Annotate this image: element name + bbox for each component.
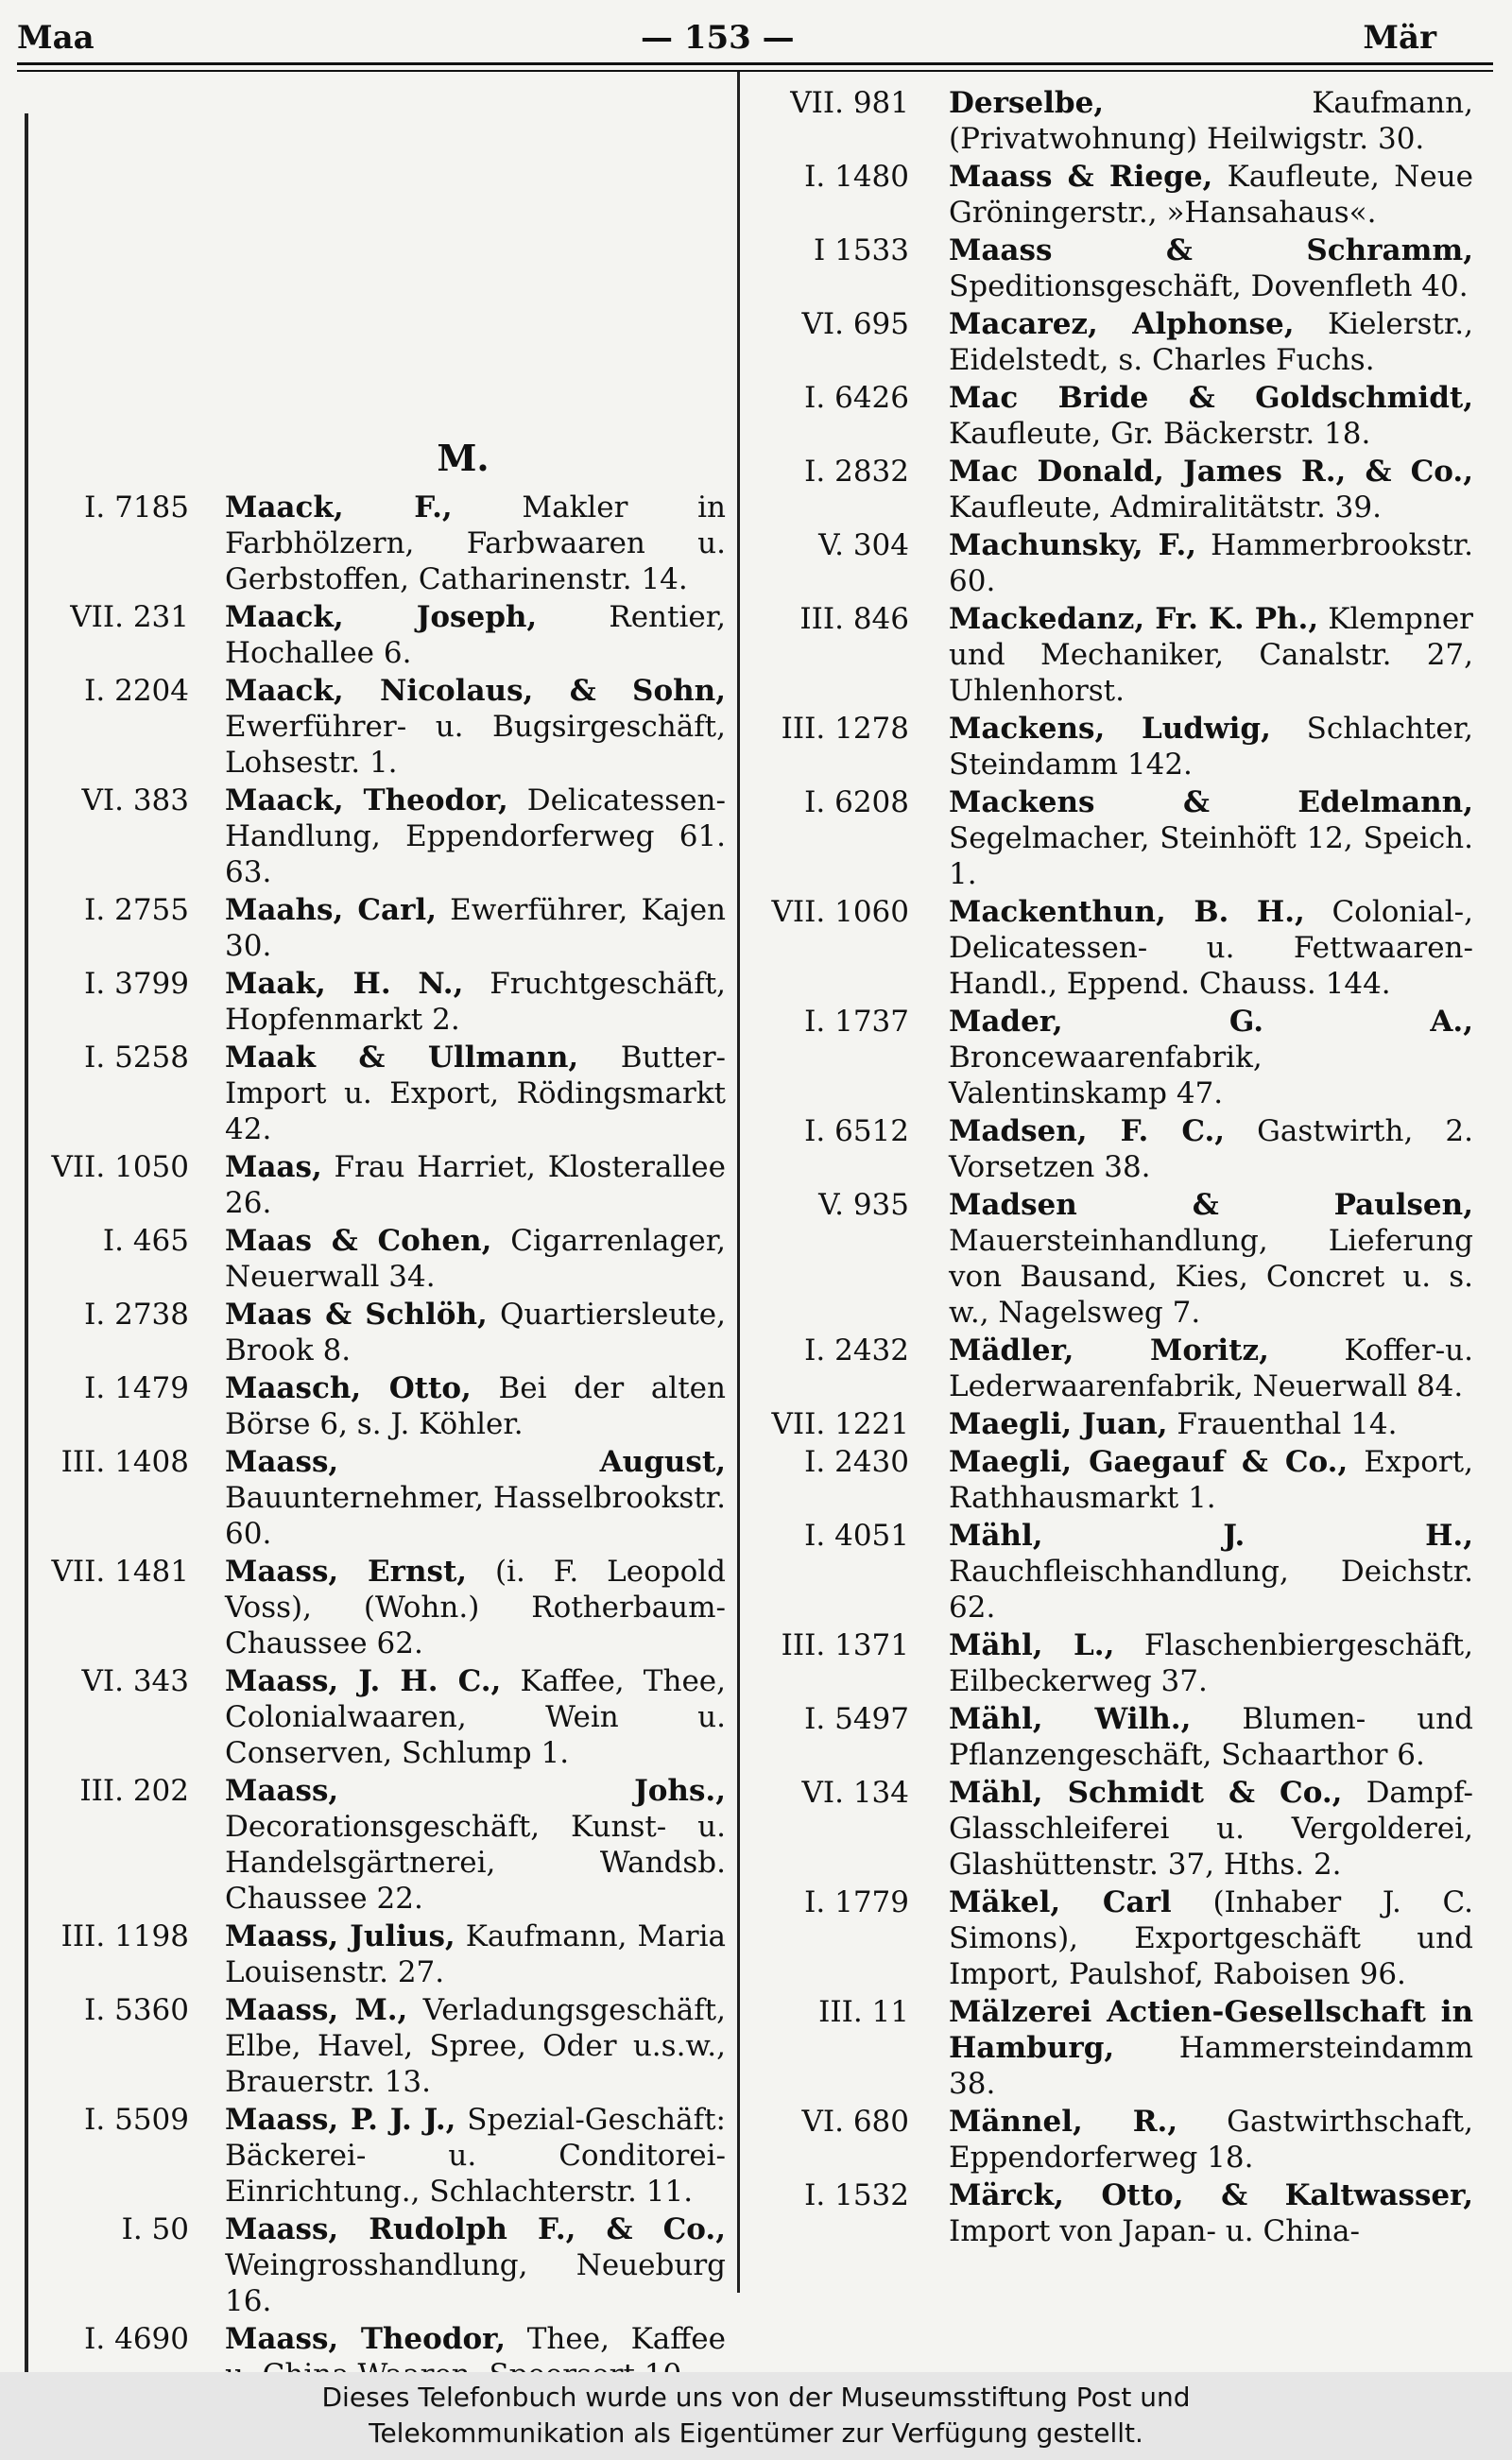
- directory-entry: [0, 1992, 737, 2100]
- entry-details: Segelmacher, Steinhöft 12, Speich. 1.: [949, 821, 1473, 891]
- directory-entry: [741, 1333, 1497, 1404]
- entry-details: Verladungsgeschäft, Elbe, Havel, Spree, Oder u.s.w., Brauerstr. 13.: [225, 1993, 726, 2099]
- phone-number: VI. 695: [801, 307, 909, 341]
- entry-text: [949, 159, 1473, 231]
- entry-name: Maas & Cohen,: [225, 1224, 492, 1258]
- phone-number: VII. 981: [790, 86, 909, 120]
- entry-text: [225, 1040, 726, 1147]
- directory-entry: [741, 85, 1497, 157]
- phone-number: VI. 134: [801, 1776, 909, 1810]
- entry-name: Maegli, Juan,: [949, 1407, 1168, 1441]
- directory-entry: [741, 601, 1497, 709]
- entry-details: Rentier, Hochallee 6.: [225, 600, 726, 670]
- phone-number: I. 5497: [804, 1702, 909, 1736]
- phone-number: I. 6426: [804, 381, 909, 415]
- directory-entry: [0, 1554, 737, 1661]
- phone-number: VI. 680: [801, 2105, 909, 2139]
- entry-name: Mädler, Moritz,: [949, 1333, 1269, 1368]
- directory-entry: [0, 1444, 737, 1552]
- entry-name: Mackedanz, Fr. K. Ph.,: [949, 602, 1319, 636]
- directory-entry: [0, 599, 737, 671]
- entry-details: Cigarrenlager, Neuerwall 34.: [225, 1224, 726, 1294]
- entry-name: Mac Bride & Goldschmidt,: [949, 381, 1473, 415]
- entry-details: Butter-Import u. Export, Rödingsmarkt 42.: [225, 1041, 726, 1146]
- phone-number: I. 4690: [84, 2322, 189, 2356]
- directory-entry: [741, 1627, 1497, 1699]
- entry-details: Ewerführer, Kajen 30.: [225, 893, 727, 963]
- entry-name: Maas & Schlöh,: [225, 1298, 488, 1332]
- entry-text: [949, 1004, 1473, 1111]
- directory-entry: [741, 894, 1497, 1002]
- entry-text: [949, 2177, 1473, 2249]
- phone-number: I. 2832: [804, 455, 909, 489]
- entry-text: [225, 490, 726, 597]
- phone-number: VII. 231: [70, 600, 189, 634]
- entry-details: Broncewaarenfabrik, Valentinskamp 47.: [949, 1041, 1263, 1110]
- phone-number: I. 1479: [84, 1371, 189, 1405]
- entry-name: Maas,: [225, 1150, 322, 1184]
- entry-text: [949, 1627, 1473, 1699]
- phone-number: I. 2738: [84, 1298, 189, 1332]
- directory-entry: [741, 527, 1497, 599]
- entry-name: Mackenthun, B. H.,: [949, 895, 1305, 929]
- entry-text: [225, 783, 726, 890]
- entry-details: Kaufleute, Gr. Bäckerstr. 18.: [949, 417, 1371, 451]
- entry-text: [225, 1554, 726, 1661]
- phone-number: I. 4051: [804, 1519, 909, 1553]
- entry-details: Blumen- und Pflanzengeschäft, Schaarthor 6.: [949, 1702, 1473, 1772]
- entry-details: Kaufmann, (Privatwohnung) Heilwigstr. 30.: [949, 86, 1473, 156]
- entry-details: Kaufmann, Maria Louisenstr. 27.: [225, 1919, 726, 1989]
- entry-text: [225, 2102, 726, 2210]
- header-rule-thin: [17, 70, 1493, 72]
- entry-text: [225, 1773, 726, 1917]
- entry-details: Klempner und Mechaniker, Canalstr. 27, Uhlenhorst.: [949, 602, 1473, 708]
- entry-text: [949, 784, 1473, 892]
- entry-details: Bei der alten Börse 6, s. J. Köhler.: [225, 1371, 726, 1441]
- entry-details: Mauersteinhandlung, Lieferung von Bausand, Kies, Concret u. s. w., Nagelsweg 7.: [949, 1224, 1473, 1330]
- entry-name: Mähl, J. H.,: [949, 1519, 1473, 1553]
- directory-entry: [0, 1149, 737, 1221]
- entry-text: [949, 1113, 1473, 1185]
- phone-number: VII. 1060: [771, 895, 909, 929]
- entry-text: [949, 527, 1473, 599]
- entry-details: Spezial-Geschäft: Bäckerei- u. Conditorei-Einrichtung., Schlachterstr. 11.: [225, 2103, 726, 2209]
- entry-name: Maass & Riege,: [949, 160, 1213, 194]
- entry-name: Maack, Theodor,: [225, 783, 508, 817]
- entry-name: Mäkel, Carl: [949, 1885, 1172, 1919]
- entry-name: Mähl, Schmidt & Co.,: [949, 1776, 1343, 1810]
- footer-notice: [0, 2372, 1512, 2460]
- entry-name: Mackens, Ludwig,: [949, 712, 1271, 746]
- entry-name: Mähl, L.,: [949, 1628, 1115, 1662]
- entry-text: [225, 2211, 726, 2319]
- phone-number: I. 2432: [804, 1333, 909, 1368]
- phone-number: I. 2755: [84, 893, 189, 927]
- directory-entry: [741, 1406, 1497, 1442]
- entry-details: Speditionsgeschäft, Dovenfleth 40.: [949, 269, 1469, 303]
- phone-number: I. 2430: [804, 1445, 909, 1479]
- phone-number: VI. 383: [81, 783, 189, 817]
- entry-details: Hammerbrookstr. 60.: [949, 528, 1474, 598]
- phone-number: VII. 1221: [771, 1407, 909, 1441]
- left-column: [0, 85, 737, 2395]
- entry-text: [225, 1918, 726, 1990]
- directory-entry: [0, 490, 737, 597]
- phone-number: I. 6512: [804, 1114, 909, 1148]
- entry-text: [225, 966, 726, 1038]
- entry-name: Maack, F.,: [225, 490, 453, 525]
- entry-details: Gastwirthschaft, Eppendorferweg 18.: [949, 2105, 1473, 2175]
- entry-name: Maak, H. N.,: [225, 967, 464, 1001]
- entry-name: Machunsky, F.,: [949, 528, 1197, 562]
- directory-entry: [741, 380, 1497, 452]
- phone-number: I. 5509: [84, 2103, 189, 2137]
- entry-name: Maass, Theodor,: [225, 2322, 507, 2356]
- directory-entry: [0, 1040, 737, 1147]
- entry-details: Hammersteindamm 38.: [949, 2031, 1473, 2101]
- entry-text: [949, 711, 1473, 783]
- entry-text: [949, 2104, 1473, 2176]
- entry-text: [225, 1297, 726, 1368]
- phone-number: VII. 1050: [51, 1150, 189, 1184]
- phone-number: I. 5360: [84, 1993, 189, 2027]
- entry-text: [949, 1775, 1473, 1883]
- entry-details: Kaffee, Thee, Colonialwaaren, Wein u. Conserven, Schlump 1.: [225, 1664, 726, 1770]
- directory-entry: [0, 892, 737, 964]
- phone-number: VI. 343: [81, 1664, 189, 1698]
- entry-text: [949, 1884, 1473, 1992]
- page-header: [17, 13, 1436, 66]
- entry-name: Maack, Nicolaus, & Sohn,: [225, 674, 726, 708]
- header-rule: [17, 62, 1493, 65]
- phone-number: V. 304: [818, 528, 909, 562]
- phone-number: III. 1278: [781, 712, 909, 746]
- entry-details: Flaschenbiergeschäft, Eilbeckerweg 37.: [949, 1628, 1473, 1698]
- entry-details: Delicatessen-Handlung, Eppendorferweg 61. 63.: [225, 783, 727, 889]
- entry-text: [949, 85, 1473, 157]
- entry-text: [949, 1701, 1473, 1773]
- entry-text: [949, 1333, 1473, 1404]
- entry-details: Makler in Farbhölzern, Farbwaaren u. Gerbstoffen, Catharinenstr. 14.: [225, 490, 726, 596]
- entry-name: Maass, J. H. C.,: [225, 1664, 502, 1698]
- entry-name: Maasch, Otto,: [225, 1371, 472, 1405]
- entry-name: Maass, Johs.,: [225, 1774, 726, 1808]
- header-left-keyword: Maa: [17, 19, 94, 57]
- phone-number: I. 465: [102, 1224, 189, 1258]
- directory-entry: [0, 1918, 737, 1990]
- entry-name: Mälzerei Actien-Gesellschaft in Hamburg,: [949, 1995, 1473, 2065]
- entry-details: Colonial-, Delicatessen- u. Fettwaaren-Handl., Eppend. Chauss. 144.: [949, 895, 1474, 1001]
- footer-line-1: Dieses Telefonbuch wurde uns von der Museumsstiftung Post und: [321, 2382, 1191, 2413]
- phone-number: I. 1532: [804, 2178, 909, 2212]
- entry-name: Maass, Julius,: [225, 1919, 455, 1953]
- directory-entry: [0, 2102, 737, 2210]
- directory-entry: [741, 454, 1497, 525]
- phone-number: III. 1198: [60, 1919, 189, 1953]
- entry-text: [225, 673, 726, 781]
- section-letter: M.: [437, 437, 490, 479]
- entry-details: Thee, Kaffee: [526, 2322, 726, 2356]
- phone-number: VII. 1481: [51, 1555, 189, 1589]
- phone-number: I. 1737: [804, 1005, 909, 1039]
- entry-text: [949, 1406, 1473, 1442]
- column-divider: [737, 72, 740, 2293]
- entry-text: [225, 1444, 726, 1552]
- entry-name: Mader, G. A.,: [949, 1005, 1473, 1039]
- entry-text: [949, 454, 1473, 525]
- entry-details: Quartiersleute, Brook 8.: [225, 1298, 726, 1368]
- entry-details: Weingrosshandlung, Neueburg 16.: [225, 2248, 726, 2318]
- entry-details: Rauchfleischhandlung, Deichstr. 62.: [949, 1555, 1473, 1625]
- directory-entry: [741, 1004, 1497, 1111]
- entry-text: [225, 1149, 726, 1221]
- entry-text: [949, 601, 1473, 709]
- entry-text: [949, 1994, 1473, 2102]
- phone-number: III. 846: [799, 602, 909, 636]
- entry-details: Frau Harriet, Klosterallee 26.: [225, 1150, 726, 1220]
- directory-entry: [741, 232, 1497, 304]
- directory-entry: [741, 1884, 1497, 1992]
- entry-text: [949, 1518, 1473, 1626]
- entry-name: Maahs, Carl,: [225, 893, 438, 927]
- entry-details: Kaufleute, Admiralitätstr. 39.: [949, 490, 1382, 525]
- directory-entry: [741, 1518, 1497, 1626]
- phone-number: V. 935: [818, 1188, 909, 1222]
- entry-name: Derselbe,: [949, 86, 1105, 120]
- page-number: — 153 —: [641, 19, 795, 57]
- directory-entry: [741, 2104, 1497, 2176]
- entry-details: Bauunternehmer, Hasselbrookstr. 60.: [225, 1481, 726, 1551]
- entry-details: Fruchtgeschäft, Hopfenmarkt 2.: [225, 967, 726, 1037]
- phone-number: III. 202: [79, 1774, 189, 1808]
- directory-entry: [741, 1994, 1497, 2102]
- entry-details: Frauenthal 14.: [1167, 1407, 1398, 1441]
- entry-name: Macarez, Alphonse,: [949, 307, 1295, 341]
- directory-entry: [0, 1370, 737, 1442]
- entry-details: Kielerstr., Eidelstedt, s. Charles Fuchs.: [949, 307, 1473, 377]
- directory-entry: [741, 1701, 1497, 1773]
- entry-name: Madsen & Paulsen,: [949, 1188, 1473, 1222]
- entry-name: Maack, Joseph,: [225, 600, 538, 634]
- directory-entry: [741, 1113, 1497, 1185]
- entry-details: Kaufleute, Neue Gröningerstr., »Hansahaus«.: [949, 160, 1473, 230]
- entry-details: Dampf-Glasschleiferei u. Vergolderei, Glashüttenstr. 37, Hths. 2.: [949, 1776, 1473, 1882]
- entry-name: Mähl, Wilh.,: [949, 1702, 1192, 1736]
- phone-number: I 1533: [814, 233, 909, 267]
- phone-number: I. 50: [121, 2212, 189, 2246]
- right-column: [741, 85, 1497, 2251]
- entry-details: Ewerführer- u. Bugsirgeschäft, Lohsestr. 1.: [225, 710, 726, 780]
- directory-entry: [0, 1223, 737, 1295]
- directory-entry: [0, 1773, 737, 1917]
- entry-text: [225, 892, 726, 964]
- phone-number: III. 1408: [60, 1445, 189, 1479]
- entry-name: Männel, R.,: [949, 2105, 1178, 2139]
- entry-name: Maass, P. J. J.,: [225, 2103, 456, 2137]
- footer-line-2: Telekommunikation als Eigentümer zur Verfügung gestellt.: [369, 2417, 1143, 2449]
- directory-entry: [741, 306, 1497, 378]
- entry-name: Maak & Ullmann,: [225, 1041, 579, 1075]
- entry-name: Maass, August,: [225, 1445, 726, 1479]
- entry-text: [225, 1223, 726, 1295]
- phone-number: I. 1480: [804, 160, 909, 194]
- entry-name: Maass & Schramm,: [949, 233, 1473, 267]
- phone-number: III. 11: [818, 1995, 909, 2029]
- directory-entry: [0, 783, 737, 890]
- phone-number: I. 2204: [84, 674, 189, 708]
- entry-details: Export, Rathhausmarkt 1.: [949, 1445, 1473, 1515]
- phone-number: I. 5258: [84, 1041, 189, 1075]
- directory-entry: [741, 711, 1497, 783]
- entry-details: Gastwirth, 2. Vorsetzen 38.: [949, 1114, 1473, 1184]
- entry-name: Maass, Ernst,: [225, 1555, 468, 1589]
- header-right-keyword: Mär: [1363, 19, 1436, 57]
- entry-details: (Inhaber J. C. Simons), Exportgeschäft und Import, Paulshof, Raboisen 96.: [949, 1885, 1473, 1991]
- phone-number: I. 3799: [84, 967, 189, 1001]
- phone-number: III. 1371: [781, 1628, 909, 1662]
- entry-text: [949, 1187, 1473, 1331]
- directory-entry: [0, 1663, 737, 1771]
- entry-name: Maass, Rudolph F., & Co.,: [225, 2212, 726, 2246]
- entry-details: Decorationsgeschäft, Kunst- u. Handelsgärtnerei, Wandsb. Chaussee 22.: [225, 1810, 726, 1916]
- entry-text: [949, 380, 1473, 452]
- entry-name: Mac Donald, James R., & Co.,: [949, 455, 1473, 489]
- directory-entry: [741, 784, 1497, 892]
- entry-text: [225, 1663, 726, 1771]
- directory-entry: [741, 1775, 1497, 1883]
- directory-entry: [741, 1444, 1497, 1516]
- entry-details: Import von Japan- u. China-: [949, 2214, 1360, 2248]
- entry-details: Koffer-u. Lederwaarenfabrik, Neuerwall 84.: [949, 1333, 1474, 1403]
- entry-name: Märck, Otto, & Kaltwasser,: [949, 2178, 1473, 2212]
- entry-text: [225, 599, 726, 671]
- directory-entry: [0, 1297, 737, 1368]
- phone-number: I. 6208: [804, 785, 909, 819]
- entry-text: [225, 1370, 726, 1442]
- phone-number: I. 7185: [84, 490, 189, 525]
- entry-text: [225, 1992, 726, 2100]
- entry-text: [949, 306, 1473, 378]
- entry-details: Schlachter, Steindamm 142.: [949, 712, 1473, 782]
- directory-entry: [741, 1187, 1497, 1331]
- entry-text: [949, 1444, 1473, 1516]
- entry-name: Maegli, Gaegauf & Co.,: [949, 1445, 1349, 1479]
- entry-details: (i. F. Leopold Voss), (Wohn.) Rotherbaum-Chaussee 62.: [225, 1555, 726, 1660]
- phone-number: I. 1779: [804, 1885, 909, 1919]
- directory-entry: [0, 673, 737, 781]
- directory-entry: [741, 159, 1497, 231]
- directory-entry: [0, 2211, 737, 2319]
- entry-name: Mackens & Edelmann,: [949, 785, 1473, 819]
- directory-entry: [741, 2177, 1497, 2249]
- entry-text: [949, 232, 1473, 304]
- entry-name: Maass, M.,: [225, 1993, 408, 2027]
- entry-text: [949, 894, 1473, 1002]
- directory-entry: [0, 966, 737, 1038]
- entry-name: Madsen, F. C.,: [949, 1114, 1226, 1148]
